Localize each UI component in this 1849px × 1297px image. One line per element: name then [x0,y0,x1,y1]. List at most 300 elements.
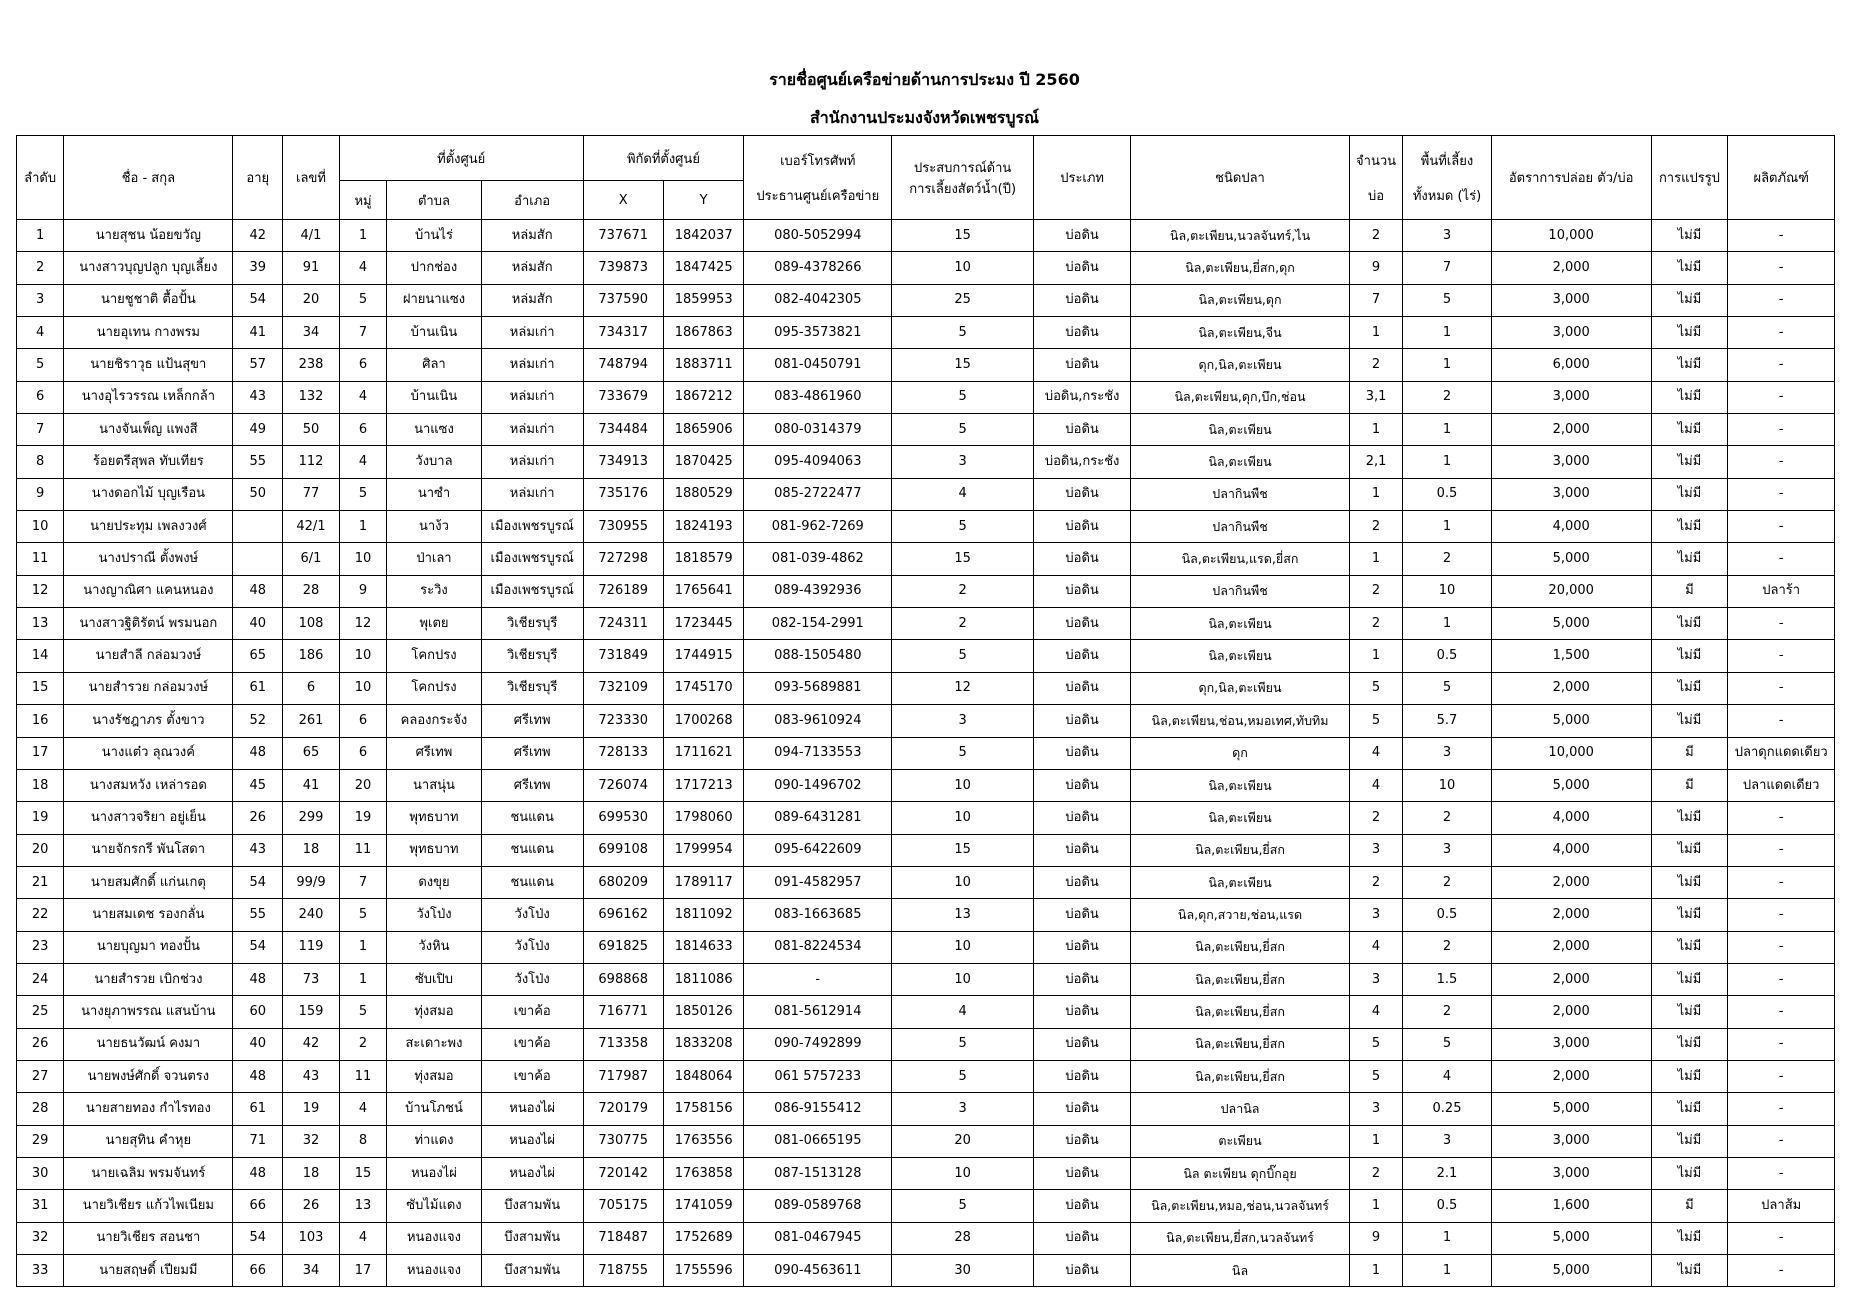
cell-phone: 090-1496702 [744,769,892,801]
cell-fish: นิล,ตะเพียน,ยี่สก,นวลจันทร์ [1131,1222,1350,1254]
cell-area: 1 [1403,1222,1492,1254]
cell-area: 3 [1403,834,1492,866]
cell-phone: 080-0314379 [744,414,892,446]
cell-age: 39 [233,252,283,284]
cell-product: - [1728,899,1835,931]
cell-amphoe: บึงสามพัน [481,1190,583,1222]
cell-tambon: นาแซง [387,414,482,446]
cell-experience: 28 [892,1222,1034,1254]
cell-experience: 15 [892,220,1034,252]
cell-x: 720142 [583,1157,663,1189]
cell-ponds: 4 [1349,996,1402,1028]
cell-name: นางสาวบุญปลูก บุญเลี้ยง [64,252,233,284]
cell-ponds: 2 [1349,575,1402,607]
cell-moo: 9 [339,575,386,607]
cell-fish: นิล,ตะเพียน,ช่อน,หมอเทศ,ทับทิม [1131,705,1350,737]
cell-product: ปลาร้า [1728,575,1835,607]
cell-y: 1811092 [663,899,743,931]
col-age-header: อายุ [233,136,283,220]
cell-moo: 19 [339,802,386,834]
cell-fish: ดุก [1131,737,1350,769]
cell-house: 186 [283,640,340,672]
cell-tambon: วังบาล [387,446,482,478]
cell-amphoe: วิเชียรบุรี [481,640,583,672]
col-y-header: Y [663,181,743,220]
phone-header-line1: เบอร์โทรศัพท์ [780,153,856,169]
cell-house: 34 [283,317,340,349]
cell-x: 734913 [583,446,663,478]
cell-product: - [1728,672,1835,704]
cell-process: ไม่มี [1651,1028,1728,1060]
cell-x: 699108 [583,834,663,866]
cell-house: 26 [283,1190,340,1222]
cell-amphoe: เขาค้อ [481,996,583,1028]
cell-fish: ปลากินพืช [1131,478,1350,510]
col-rate-header: อัตราการปล่อย ตัว/บ่อ [1491,136,1651,220]
cell-name: นายสำลี กล่อมวงษ์ [64,640,233,672]
table-row [17,1093,1835,1125]
cell-amphoe: วังโป่ง [481,931,583,963]
table-row [17,737,1835,769]
cell-y: 1741059 [663,1190,743,1222]
cell-process: ไม่มี [1651,543,1728,575]
cell-age: 26 [233,802,283,834]
cell-experience: 2 [892,575,1034,607]
cell-age [233,511,283,543]
cell-moo: 15 [339,1157,386,1189]
cell-amphoe: ชนแดน [481,866,583,898]
cell-moo: 6 [339,705,386,737]
cell-area: 1 [1403,446,1492,478]
cell-experience: 15 [892,543,1034,575]
cell-house: 42/1 [283,511,340,543]
cell-no: 17 [17,737,64,769]
cell-ponds: 1 [1349,640,1402,672]
cell-type: บ่อดิน [1034,1028,1131,1060]
cell-tambon: ฝายนาแซง [387,284,482,316]
cell-moo: 4 [339,446,386,478]
cell-moo: 13 [339,1190,386,1222]
table-row [17,252,1835,284]
cell-process: ไม่มี [1651,446,1728,478]
table-row [17,866,1835,898]
cell-fish: นิล,ตะเพียน [1131,608,1350,640]
cell-no: 33 [17,1255,64,1287]
cell-fish: ปลากินพืช [1131,575,1350,607]
cell-ponds: 1 [1349,1125,1402,1157]
cell-y: 1700268 [663,705,743,737]
cell-product: - [1728,349,1835,381]
cell-type: บ่อดิน [1034,705,1131,737]
cell-experience: 13 [892,899,1034,931]
cell-tambon: ทุ่งสมอ [387,1060,482,1092]
table-row [17,1060,1835,1092]
cell-experience: 4 [892,996,1034,1028]
cell-ponds: 1 [1349,317,1402,349]
cell-process: ไม่มี [1651,478,1728,510]
cell-process: ไม่มี [1651,284,1728,316]
cell-experience: 10 [892,931,1034,963]
cell-type: บ่อดิน [1034,899,1131,931]
cell-fish: นิล,ตะเพียน,จีน [1131,317,1350,349]
cell-moo: 6 [339,737,386,769]
cell-tambon: นาง้ว [387,511,482,543]
cell-no: 15 [17,672,64,704]
cell-moo: 12 [339,608,386,640]
cell-no: 11 [17,543,64,575]
cell-x: 720179 [583,1093,663,1125]
cell-phone: 081-8224534 [744,931,892,963]
cell-experience: 5 [892,317,1034,349]
table-row [17,446,1835,478]
cell-y: 1752689 [663,1222,743,1254]
cell-process: ไม่มี [1651,1093,1728,1125]
cell-no: 18 [17,769,64,801]
col-amphoe-header: อำเภอ [481,181,583,220]
cell-area: 5.7 [1403,705,1492,737]
cell-experience: 3 [892,705,1034,737]
cell-process: ไม่มี [1651,899,1728,931]
cell-type: บ่อดิน [1034,317,1131,349]
cell-ponds: 3 [1349,963,1402,995]
cell-ponds: 9 [1349,1222,1402,1254]
cell-age: 57 [233,349,283,381]
cell-process: มี [1651,737,1728,769]
cell-name: นายสมศักดิ์ แก่นเกตุ [64,866,233,898]
cell-type: บ่อดิน,กระชัง [1034,446,1131,478]
cell-type: บ่อดิน [1034,834,1131,866]
cell-moo: 2 [339,1028,386,1060]
cell-area: 1 [1403,317,1492,349]
cell-y: 1765641 [663,575,743,607]
cell-rate: 10,000 [1491,220,1651,252]
cell-process: ไม่มี [1651,252,1728,284]
cell-phone: 095-3573821 [744,317,892,349]
cell-product: ปลาดุกแดดเดียว [1728,737,1835,769]
cell-experience: 10 [892,802,1034,834]
cell-product: - [1728,963,1835,995]
cell-type: บ่อดิน [1034,1125,1131,1157]
cell-experience: 10 [892,866,1034,898]
cell-tambon: ศรีเทพ [387,737,482,769]
cell-y: 1798060 [663,802,743,834]
cell-phone: 085-2722477 [744,478,892,510]
cell-no: 10 [17,511,64,543]
cell-area: 2 [1403,996,1492,1028]
cell-x: 734484 [583,414,663,446]
cell-product: ปลาส้ม [1728,1190,1835,1222]
cell-product: - [1728,284,1835,316]
cell-x: 718487 [583,1222,663,1254]
cell-product: ปลาแดดเดียว [1728,769,1835,801]
cell-x: 699530 [583,802,663,834]
cell-phone: 081-0665195 [744,1125,892,1157]
cell-phone: 086-9155412 [744,1093,892,1125]
cell-no: 16 [17,705,64,737]
cell-ponds: 1 [1349,1190,1402,1222]
cell-amphoe: หล่มเก่า [481,446,583,478]
cell-fish: นิล,ตะเพียน,หมอ,ช่อน,นวลจันทร์ [1131,1190,1350,1222]
cell-rate: 2,000 [1491,866,1651,898]
cell-age: 48 [233,963,283,995]
cell-moo: 8 [339,1125,386,1157]
cell-experience: 10 [892,1157,1034,1189]
cell-experience: 3 [892,1093,1034,1125]
cell-y: 1745170 [663,672,743,704]
cell-x: 737671 [583,220,663,252]
cell-product: - [1728,705,1835,737]
cell-name: นายสำรวย กล่อมวงษ์ [64,672,233,704]
cell-ponds: 7 [1349,284,1402,316]
cell-experience: 2 [892,608,1034,640]
col-type-header: ประเภท [1034,136,1131,220]
cell-product: - [1728,414,1835,446]
table-row [17,575,1835,607]
table-row [17,220,1835,252]
cell-no: 9 [17,478,64,510]
cell-y: 1811086 [663,963,743,995]
cell-area: 2.1 [1403,1157,1492,1189]
cell-house: 238 [283,349,340,381]
cell-tambon: บ้านเนิน [387,317,482,349]
cell-house: 6/1 [283,543,340,575]
cell-tambon: ซับไม้แดง [387,1190,482,1222]
table-row [17,672,1835,704]
cell-amphoe: ศรีเทพ [481,705,583,737]
cell-amphoe: หนองไผ่ [481,1093,583,1125]
cell-y: 1723445 [663,608,743,640]
cell-product: - [1728,1222,1835,1254]
document-subtitle: สำนักงานประมงจังหวัดเพชรบูรณ์ [810,108,1039,127]
cell-phone: 082-154-2991 [744,608,892,640]
cell-name: นายบุญมา ทองปั้น [64,931,233,963]
cell-process: ไม่มี [1651,996,1728,1028]
cell-amphoe: ศรีเทพ [481,737,583,769]
cell-no: 24 [17,963,64,995]
col-name-header: ชื่อ - สกุล [64,136,233,220]
cell-fish: ดุก,นิล,ตะเพียน [1131,672,1350,704]
cell-product: - [1728,1157,1835,1189]
cell-process: ไม่มี [1651,672,1728,704]
cell-amphoe: หนองไผ่ [481,1157,583,1189]
cell-house: 119 [283,931,340,963]
cell-no: 4 [17,317,64,349]
cell-age: 54 [233,1222,283,1254]
cell-house: 108 [283,608,340,640]
cell-moo: 6 [339,349,386,381]
cell-process: ไม่มี [1651,866,1728,898]
cell-house: 91 [283,252,340,284]
cell-name: นายสมเดช รองกลั่น [64,899,233,931]
cell-process: ไม่มี [1651,640,1728,672]
cell-area: 2 [1403,866,1492,898]
cell-age: 52 [233,705,283,737]
cell-x: 727298 [583,543,663,575]
cell-type: บ่อดิน [1034,996,1131,1028]
document-title: รายชื่อศูนย์เครือข่ายด้านการประมง ปี 2560 [769,70,1080,89]
cell-tambon: โคกปรง [387,672,482,704]
cell-ponds: 2 [1349,802,1402,834]
cell-name: นายสุชน น้อยขวัญ [64,220,233,252]
cell-house: 20 [283,284,340,316]
cell-y: 1758156 [663,1093,743,1125]
cell-type: บ่อดิน [1034,478,1131,510]
cell-house: 43 [283,1060,340,1092]
table-row [17,996,1835,1028]
cell-moo: 5 [339,996,386,1028]
cell-age: 49 [233,414,283,446]
cell-no: 25 [17,996,64,1028]
cell-type: บ่อดิน [1034,931,1131,963]
cell-experience: 5 [892,1190,1034,1222]
cell-y: 1848064 [663,1060,743,1092]
cell-tambon: โคกปรง [387,640,482,672]
cell-name: นายพงษ์ศักดิ์ จวนตรง [64,1060,233,1092]
cell-phone: 089-0589768 [744,1190,892,1222]
cell-ponds: 5 [1349,1060,1402,1092]
cell-fish: นิล,ตะเพียน [1131,446,1350,478]
cell-phone: 083-4861960 [744,381,892,413]
cell-experience: 20 [892,1125,1034,1157]
cell-ponds: 2 [1349,220,1402,252]
cell-fish: ตะเพียน [1131,1125,1350,1157]
cell-x: 680209 [583,866,663,898]
cell-tambon: คลองกระจัง [387,705,482,737]
cell-experience: 3 [892,446,1034,478]
cell-product: - [1728,1028,1835,1060]
cell-tambon: ศิลา [387,349,482,381]
cell-fish: นิล,ตะเพียน [1131,866,1350,898]
cell-experience: 12 [892,672,1034,704]
cell-experience: 10 [892,769,1034,801]
cell-x: 748794 [583,349,663,381]
cell-ponds: 1 [1349,478,1402,510]
cell-fish: นิล,ตะเพียน [1131,802,1350,834]
cell-age: 50 [233,478,283,510]
cell-age: 48 [233,737,283,769]
table-row [17,769,1835,801]
cell-area: 1 [1403,414,1492,446]
table-row [17,834,1835,866]
cell-phone: 088-1505480 [744,640,892,672]
cell-product: - [1728,252,1835,284]
cell-fish: นิล,ตะเพียน,ยี่สก [1131,834,1350,866]
cell-tambon: นาสนุ่น [387,769,482,801]
cell-house: 4/1 [283,220,340,252]
cell-type: บ่อดิน [1034,608,1131,640]
cell-x: 713358 [583,1028,663,1060]
cell-type: บ่อดิน [1034,284,1131,316]
cell-process: ไม่มี [1651,1157,1728,1189]
col-no-header: ลำดับ [17,136,64,220]
cell-product: - [1728,511,1835,543]
cell-no: 31 [17,1190,64,1222]
cell-area: 3 [1403,220,1492,252]
cell-type: บ่อดิน [1034,640,1131,672]
cell-type: บ่อดิน,กระชัง [1034,381,1131,413]
cell-moo: 4 [339,252,386,284]
cell-ponds: 5 [1349,1028,1402,1060]
cell-rate: 2,000 [1491,931,1651,963]
cell-tambon: นาซำ [387,478,482,510]
cell-moo: 4 [339,1093,386,1125]
table-row [17,1190,1835,1222]
cell-amphoe: หล่มสัก [481,220,583,252]
cell-rate: 5,000 [1491,705,1651,737]
cell-experience: 5 [892,737,1034,769]
cell-type: บ่อดิน [1034,1060,1131,1092]
table-row [17,511,1835,543]
cell-experience: 5 [892,1028,1034,1060]
cell-process: มี [1651,1190,1728,1222]
cell-process: มี [1651,769,1728,801]
experience-header-line1: ประสบการณ์ด้าน [914,160,1012,176]
cell-house: 32 [283,1125,340,1157]
cell-area: 2 [1403,381,1492,413]
cell-area: 3 [1403,1125,1492,1157]
cell-name: นางรัชฎาภร ตั้งขาว [64,705,233,737]
cell-rate: 2,000 [1491,672,1651,704]
cell-rate: 4,000 [1491,834,1651,866]
table-row [17,349,1835,381]
cell-experience: 30 [892,1255,1034,1287]
cell-ponds: 5 [1349,705,1402,737]
cell-y: 1814633 [663,931,743,963]
cell-y: 1883711 [663,349,743,381]
cell-no: 2 [17,252,64,284]
table-body [17,220,1835,1287]
cell-tambon: ปากช่อง [387,252,482,284]
cell-age: 54 [233,931,283,963]
cell-fish: นิล,ตะเพียน,ยี่สก [1131,963,1350,995]
cell-phone: 081-0467945 [744,1222,892,1254]
table-row [17,284,1835,316]
table-row [17,899,1835,931]
cell-experience: 5 [892,414,1034,446]
cell-area: 0.5 [1403,899,1492,931]
cell-process: ไม่มี [1651,220,1728,252]
table-row [17,1028,1835,1060]
cell-house: 73 [283,963,340,995]
cell-product: - [1728,1060,1835,1092]
cell-ponds: 2 [1349,866,1402,898]
cell-type: บ่อดิน [1034,802,1131,834]
cell-house: 99/9 [283,866,340,898]
ponds-header-line1: จำนวน [1356,153,1397,169]
col-moo-header: หมู่ [339,181,386,220]
cell-age [233,543,283,575]
col-coords-header: พิกัดที่ตั้งศูนย์ [583,136,744,181]
cell-y: 1859953 [663,284,743,316]
cell-phone: 095-6422609 [744,834,892,866]
col-experience-header [892,136,1034,220]
cell-process: ไม่มี [1651,381,1728,413]
cell-phone: 081-0450791 [744,349,892,381]
cell-house: 103 [283,1222,340,1254]
col-location-header: ที่ตั้งศูนย์ [339,136,583,181]
cell-age: 61 [233,672,283,704]
cell-phone: 083-1663685 [744,899,892,931]
cell-experience: 5 [892,381,1034,413]
cell-area: 0.5 [1403,1190,1492,1222]
cell-rate: 2,000 [1491,996,1651,1028]
col-tambon-header: ตำบล [387,181,482,220]
cell-y: 1833208 [663,1028,743,1060]
phone-header-line2: ประธานศูนย์เครือข่าย [756,188,880,204]
cell-phone: 083-9610924 [744,705,892,737]
cell-tambon: บ้านไร่ [387,220,482,252]
cell-tambon: ดงขุย [387,866,482,898]
